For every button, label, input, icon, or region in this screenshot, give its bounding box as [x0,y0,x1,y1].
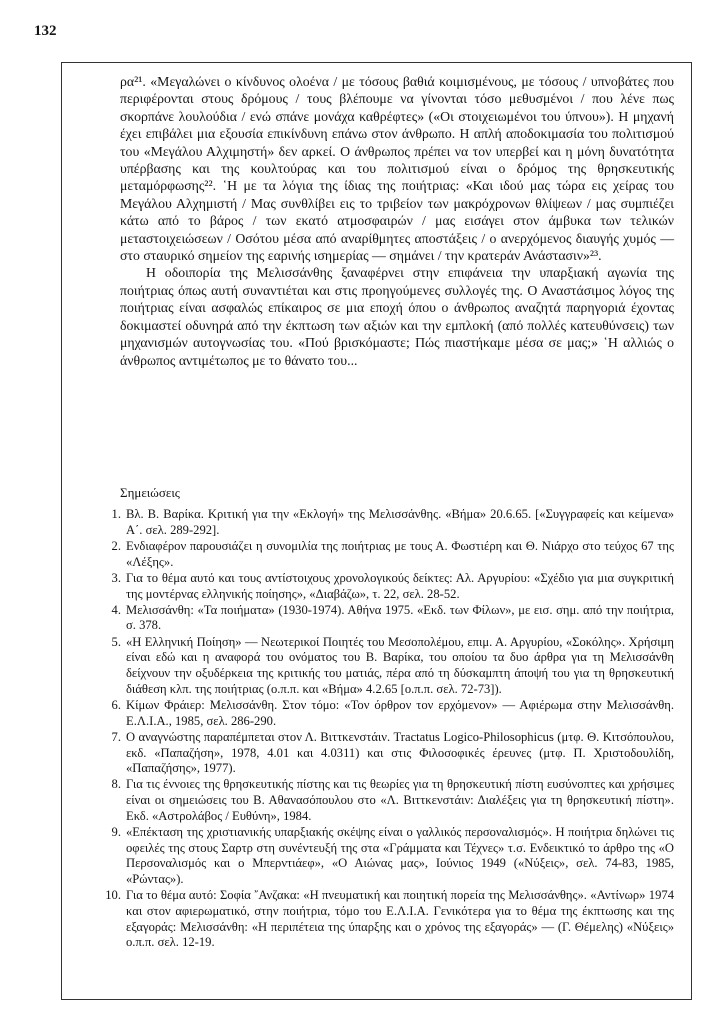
footnote-text: Ο αναγνώστης παραπέμπεται στον Λ. Βιττκενστάιν. Tractatus Logico-Philosophicus (μτφ. Θ. Κιτσόπουλου, εκδ. «Παπαζήση», 1978, 4.01 και 4.0311) και στις Φιλοσοφικές έρευνες (μτφ. Π. Χριστοδουλίδη, «Παπαζήσης», 1977). [126,729,674,776]
notes-list [104,507,674,952]
footnote-number: 2. [111,538,121,553]
footnote-text: Για το θέμα αυτό: Σοφία ῎Ανζακα: «Η πνευματική και ποιητική πορεία της Μελισσάνθης». «Αντίνωρ» 1974 και στον αφιερωματικό, στην ποιήτρια, τόμο του Ε.Λ.Ι.Α. Γενικότερα για το θέμα της έκπτωσης και της εξαγοράς: Μελισσάνθη: «Η περιπέτεια της ύπαρξης και ο χρόνος της εξαγοράς» — (Γ. Θέμελης) «Νύξεις» ο.π.π. σελ. 12-19. [126,888,674,950]
footnote-number: 5. [111,634,121,649]
footnote-item [104,539,674,570]
footnote-text: Βλ. Β. Βαρίκα. Κριτική για την «Εκλογή» της Μελισσάνθης. «Βήμα» 20.6.65. [«Συγγραφείς και κείμενα» Α΄. σελ. 289-292]. [126,507,674,537]
footnote-number: 8. [111,777,121,792]
footnote-number: 9. [111,825,121,840]
body-paragraph: Η οδοιπορία της Μελισσάνθης ξαναφέρνει στην επιφάνεια την υπαρξιακή αγωνία της ποιήτριας όπως αυτή συναντιέται και στις προηγούμενες συλλογές της. Ο Αναστάσιμος λόγος της ποιήτριας είναι ασφαλώς επίκαιρος σε μια εποχή όπου ο άνθρωπος αναζητά παρηγοριά έχοντας δοκιμαστεί οδυνηρά από την έκπτωση των αξιών και την εμπλοκή (από πολλές κατευθύνσεις) των μηχανισμών αυτογνωσίας του. «Πού βρισκόμαστε; Πώς πιαστήκαμε μέσα σε μας;» ῾Η αλλιώς ο άνθρωπος αντιμέτωπος με το θάνατο του... [120,265,674,368]
footnote-text: Για το θέμα αυτό και τους αντίστοιχους χρονολογικούς δείκτες: Αλ. Αργυρίου: «Σχέδιο για μια συγκριτική της μοντέρνας ελληνικής ποίησης», «Διαβάζω», τ. 22, σελ. 28-52. [126,570,674,601]
footnote-text: Μελισσάνθη: «Τα ποιήματα» (1930-1974). Αθήνα 1975. «Εκδ. των Φίλων», με εισ. σημ. από την ποιήτρια, σ. 378. [126,602,674,633]
footnote-item [104,825,674,888]
footnote-number: 10. [105,888,121,903]
page-number: 132 [34,23,57,39]
footnote-text: Για τις έννοιες της θρησκευτικής πίστης και τις θεωρίες για τη θρησκευτική πίστη ευσύνοπτες και χρήσιμες είναι οι σημειώσεις του Β. Αθανασόπουλου στο «Λ. Βιττκενστάιν: Διαλέξεις για τη θρησκευτική πίστη». Εκδ. «Αστρολάβος / Ευθύνη», 1984. [126,777,674,823]
footnote-item [104,698,674,729]
footnote-number: 7. [111,729,121,744]
footnote-number: 3. [111,570,121,585]
footnote-number: 1. [111,507,121,521]
footnote-item [104,777,674,824]
footnote-text: «Η Ελληνική Ποίηση» — Νεωτερικοί Ποιητές του Μεσοπολέμου, επιμ. Α. Αργυρίου, «Σοκόλης». Χρήσιμη είναι εδώ και η αναφορά του ονόματος του Β. Βαρίκα, του οποίου τα δυο άρθρα για τη Μελισσάνθη δείχνουν την οξυδέρκεια της κριτικής του ματιάς, πέρα από τη δύσκαμπτη άποψή του για τη θρησκευτική διάθεση κλπ. της ποιήτριας (ο.π.π. και «Βήμα» 4.2.65 [ο.π.π. σελ. 72-73]). [126,634,674,696]
footnote-text: Κίμων Φράιερ: Μελισσάνθη. Στον τόμο: «Τον όρθρον τον ερχόμενον» — Αφιέρωμα στην Μελισσάνθη. Ε.Λ.Ι.Α., 1985, σελ. 286-290. [126,697,674,728]
notes-heading: Σημειώσεις [120,485,180,500]
footnote-item [104,603,674,634]
footnote-text: «Επέκταση της χριστιανικής υπαρξιακής σκέψης είναι ο γαλλικός περσοναλισμός». Η ποιήτρια δηλώνει τις οφειλές της στους Σαρτρ στη συνέντευξή της στα «Γράμματα και Τέχνες» τ.σ. Ενδεικτικό το άρθρο της «Ο Περσοναλισμός και ο Μπερντιάεφ», «Ο Αιώνας μας», Ιούνιος 1949 («Νύξεις», σελ. 74-83, 1985, «Ρώντας»). [126,825,674,887]
footnote-item [104,635,674,698]
footnote-number: 6. [111,697,121,712]
body-paragraph: ρα²¹. «Μεγαλώνει ο κίνδυνος ολοένα / με τόσους βαθιά κοιμισμένους, με τόσους / υπνοβάτες που περιφέρονται στους δρόμους / τους βλέπουμε να γίνονται τόσο μεθυσμένοι / που λένε πως σκορπάνε λουλούδια / ενώ σπάνε μονάχα καθρέφτες» («Οι στοιχειωμένοι του ύπνου»). Η μηχανή έχει επιβάλει μια εξουσία επικίνδυνη επάνω στον άνθρωπο. Η απλή αποδοκιμασία του πολιτισμού του «Μεγάλου Αλχιμηστή» δεν αρκεί. Ο άνθρωπος πρέπει να τον υπερβεί και η μόνη δυνατότητα υπέρβασης και της κουλτούρας και του πολιτισμού είναι ο δρόμος της θρησκευτικής μεταμόρφωσης²². ῾Η με τα λόγια της ίδιας της ποιήτριας: «Και ιδού μας τώρα εις χείρας του Μεγάλου Αλχημιστή / Μας συνθλίβει εις το τριβείον των μακρόχρονων θλίψεων / μας συμπιέζει κάτω από το βάρος / των εκατό ατμοσφαιρών / μας εισάγει στον άμβυκα των τελικών μεταστοιχειώσεων / Οσότου μέσα από αναρίθμητες αποστάξεις / ο ανερχόμενος διαυγής χυμός — στο σταυρικό σημείον της εαρινής ισημερίας — σημάνει / την κρατεράν Ανάστασιν»²³. [120,74,674,264]
main-text [120,73,674,369]
footnote-item [104,730,674,777]
footnote-text: Ενδιαφέρον παρουσιάζει η συνομιλία της ποιήτριας με τους Α. Φωστιέρη και Θ. Νιάρχο στο τεύχος 67 της «Λέξης». [126,538,674,569]
footnote-item [104,888,674,951]
footnote-item [104,507,674,538]
footnote-item [104,571,674,602]
footnote-number: 4. [111,602,121,617]
